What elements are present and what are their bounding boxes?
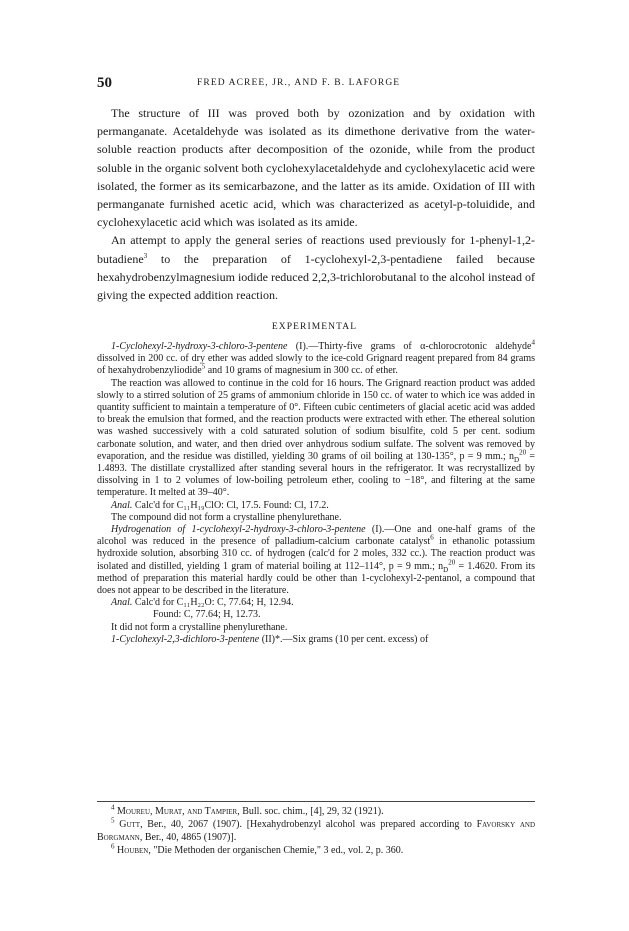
- compound-title: 1-Cyclohexyl-2,3-dichloro-3-pentene: [111, 633, 260, 645]
- paragraph-note: It did not form a crystalline phenylurethane.: [111, 621, 288, 633]
- analysis-line: Anal. Calc'd for C₁₁H₂₂O: C, 77.64; H, 12.94.: [111, 597, 294, 609]
- footnote-ref: 6: [430, 533, 434, 542]
- page-number: 50: [97, 75, 112, 91]
- paragraph-hydrogenation: Hydrogenation of 1-cyclohexyl-2-hydroxy-3-chloro-3-pentene (I).—One and one-half grams of the alcohol was reduced in the presence of palladium-calcium carbonate catalyst$^6$ in ethanolic potassium hydroxide solution, absorbing 310 cc. of hydrogen (calc'd for 2 moles, 332 cc.). The reaction product was isolated and distilled, yielding 1 gram of material boiling at 112–114°, p = 9 mm.; $n_D^{20} = 1.4620$. From its method of preparation this material hardly could be other than 1-cyclohexyl-2-pentanol, a compound that does not appear to be described in the literature.: [97, 524, 536, 597]
- footnote-4: $^4$ Moureu, Murat, and Tampier, Bull. soc. chim., [4], 29, 32 (1921).: [111, 803, 384, 817]
- paragraph-compound-I: 1-Cyclohexyl-2-hydroxy-3-chloro-3-pentene (I).—Thirty-five grams of α-chlorocrotonic aldehyde$^4$ dissolved in 200 cc. of dry ether was added slowly to the ice-cold Grignard reagent prepared from 84 grams of hexahydrobenzyliodide$^5$ and 10 grams of magnesium in 300 cc. of ether.: [97, 338, 535, 377]
- footnote-divider: [97, 801, 535, 802]
- found-line: Found: C, 77.64; H, 12.73.: [153, 609, 261, 621]
- footnote-ref: 4: [531, 338, 535, 347]
- footnote-6: $^6$ Houben, "Die Methoden der organischen Chemie," 3 ed., vol. 2, p. 360.: [111, 842, 404, 857]
- paragraph-compound-II: 1-Cyclohexyl-2,3-dichloro-3-pentene (II)*.—Six grams (10 per cent. excess) of: [111, 633, 429, 645]
- compound-title: Hydrogenation of 1-cyclohexyl-2-hydroxy-3-chloro-3-pentene: [111, 524, 366, 536]
- page-header: [97, 75, 535, 93]
- compound-title: 1-Cyclohexyl-2-hydroxy-3-chloro-3-pentene: [111, 341, 288, 352]
- footnotes: [97, 803, 536, 859]
- paragraph-attempt: An attempt to apply the general series of reactions used previously for 1-phenyl-1,2-butadiene$^3$ to the preparation of 1-cyclohexyl-2,3-pentadiene failed because hexahydrobenzylmagnesium iodide reduced 2,2,3-trichlorobutanal to the alcohol instead of giving the expected addition reaction.: [97, 233, 535, 303]
- running-title: FRED ACREE, JR., AND F. B. LAFORGE: [197, 78, 401, 88]
- section-heading-experimental: EXPERIMENTAL: [271, 322, 358, 332]
- paragraph-note: The compound did not form a crystalline phenylurethane.: [111, 511, 342, 523]
- footnote-ref: 3: [143, 251, 148, 260]
- intro-text: [97, 104, 535, 304]
- experimental-text: [97, 338, 536, 646]
- paragraph-grignard-workup: The reaction was allowed to continue in the cold for 16 hours. The Grignard reaction product was added slowly to a stirred solution of 25 grams of ammonium chloride in 150 cc. of water to which ice was added in quantity sufficient to maintain a temperature of 0°. Fifteen cubic centimeters of glacial acetic acid was added to break the emulsion that formed, and the reaction products were extracted with ether. The ethereal solution was washed successively with a cold saturated solution of sodium bisulfite, cold 5 per cent. sodium carbonate solution, and water, and then dried over anhydrous sodium sulfate. The solvent was removed by evaporation, and the residue was distilled, yielding 30 grams of oil boiling at 130-135°, p = 9 mm.; $n_D^{20} = 1.4893$. The distillate crystallized after standing several hours in the refrigerator. It was recrystallized by dissolving in 1 to 2 volumes of low-boiling petroleum ether, cooling to −18°, and filtering at the same temperature. It melted at 39–40°.: [97, 377, 536, 499]
- paragraph-structure-proof: The structure of III was proved both by ozonization and by oxidation with permanganate. Acetaldehyde was isolated as its dimethone derivative from the water-soluble reaction products after decomposition of the ozonide, while from the product soluble in the organic solvent both cyclohexylacetaldehyde and cyclohexylacetic acid were isolated, the former as its semicarbazone, and the latter as its amide. Oxidation of III with permanganate furnished acetic acid, which was characterized as acetyl-p-toluidide, and cyclohexylacetic acid which was isolated as its amide.: [97, 106, 535, 230]
- footnote-ref: 5: [201, 363, 206, 372]
- analysis-line: Anal. Calc'd for C₁₁H₁₉ClO: Cl, 17.5. Found: Cl, 17.2.: [111, 499, 329, 511]
- footnote-5: $^5$ Gutt, Ber., 40, 2067 (1907). [Hexahydrobenzyl alcohol was prepared according to Favorsky and Borgmann, Ber., 40, 4865 (1907)].: [97, 817, 536, 843]
